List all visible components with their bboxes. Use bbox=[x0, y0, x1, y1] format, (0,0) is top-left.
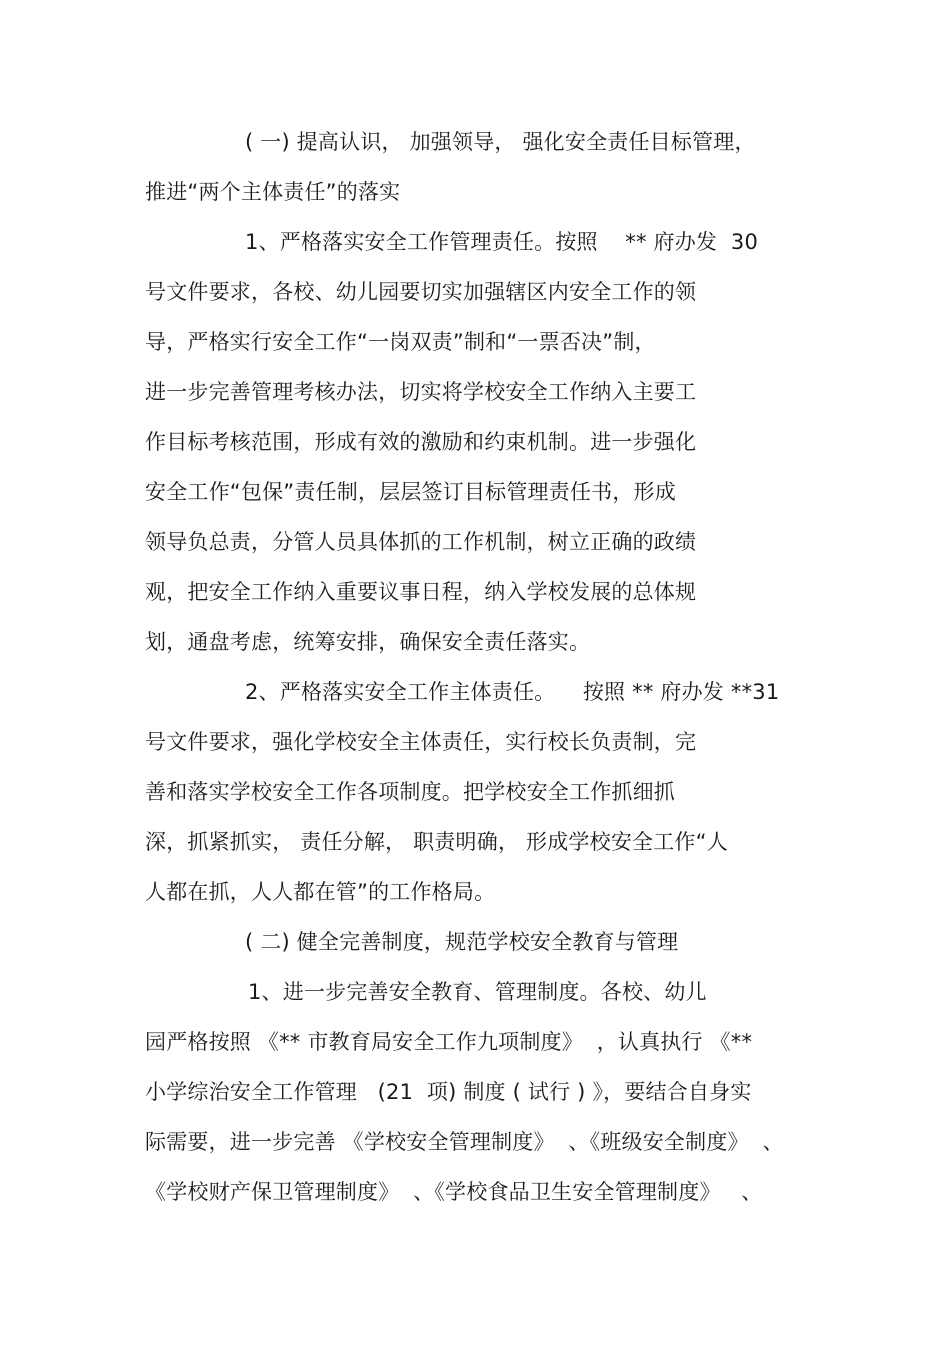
paragraph-line: 导，严格实行安全工作“一岗双责”制和“一票否决”制， bbox=[145, 330, 656, 354]
paragraph-line: 安全工作“包保”责任制，层层签订目标管理责任书，形成 bbox=[145, 480, 676, 504]
section-heading-2: ( 二) 健全完善制度，规范学校安全教育与管理 bbox=[245, 930, 679, 954]
paragraph-line: 进一步完善管理考核办法，切实将学校安全工作纳入主要工 bbox=[145, 380, 697, 404]
paragraph-line: 作目标考核范围，形成有效的激励和约束机制。进一步强化 bbox=[145, 430, 697, 454]
paragraph-line: 《学校财产保卫管理制度》 、《学校食品卫生安全管理制度》 、 bbox=[145, 1180, 763, 1204]
paragraph-line: 善和落实学校安全工作各项制度。把学校安全工作抓细抓 bbox=[145, 780, 675, 804]
paragraph-line: 际需要，进一步完善 《学校安全管理制度》 、《班级安全制度》 、 bbox=[145, 1130, 784, 1154]
paragraph-line: 人都在抓，人人都在管”的工作格局。 bbox=[145, 880, 496, 904]
section-heading-1: ( 一) 提高认识， 加强领导， 强化安全责任目标管理， bbox=[245, 130, 756, 154]
paragraph-line: 小学综治安全工作管理 (21 项) 制度 ( 试行 ) 》，要结合自身实 bbox=[145, 1080, 752, 1104]
paragraph-line: 1、进一步完善安全教育、管理制度。各校、幼儿 bbox=[248, 980, 707, 1004]
paragraph-line: 1、严格落实安全工作管理责任。按照 ** 府办发 30 bbox=[245, 230, 759, 254]
paragraph-line: 观，把安全工作纳入重要议事日程，纳入学校发展的总体规 bbox=[145, 580, 697, 604]
paragraph-line: 领导负总责，分管人员具体抓的工作机制，树立正确的政绩 bbox=[145, 530, 697, 554]
section-heading-1-cont: 推进“两个主体责任”的落实 bbox=[145, 180, 401, 204]
paragraph-line: 号文件要求，强化学校安全主体责任，实行校长负责制，完 bbox=[145, 730, 697, 754]
paragraph-line: 划，通盘考虑，统筹安排，确保安全责任落实。 bbox=[145, 630, 591, 654]
paragraph-line: 号文件要求，各校、幼儿园要切实加强辖区内安全工作的领 bbox=[145, 280, 697, 304]
paragraph-line: 园严格按照 《** 市教育局安全工作九项制度》 ，认真执行 《** bbox=[145, 1030, 753, 1054]
paragraph-line: 深，抓紧抓实， 责任分解， 职责明确， 形成学校安全工作“人 bbox=[145, 830, 728, 854]
paragraph-line: 2、严格落实安全工作主体责任。 按照 ** 府办发 **31 bbox=[245, 680, 780, 704]
